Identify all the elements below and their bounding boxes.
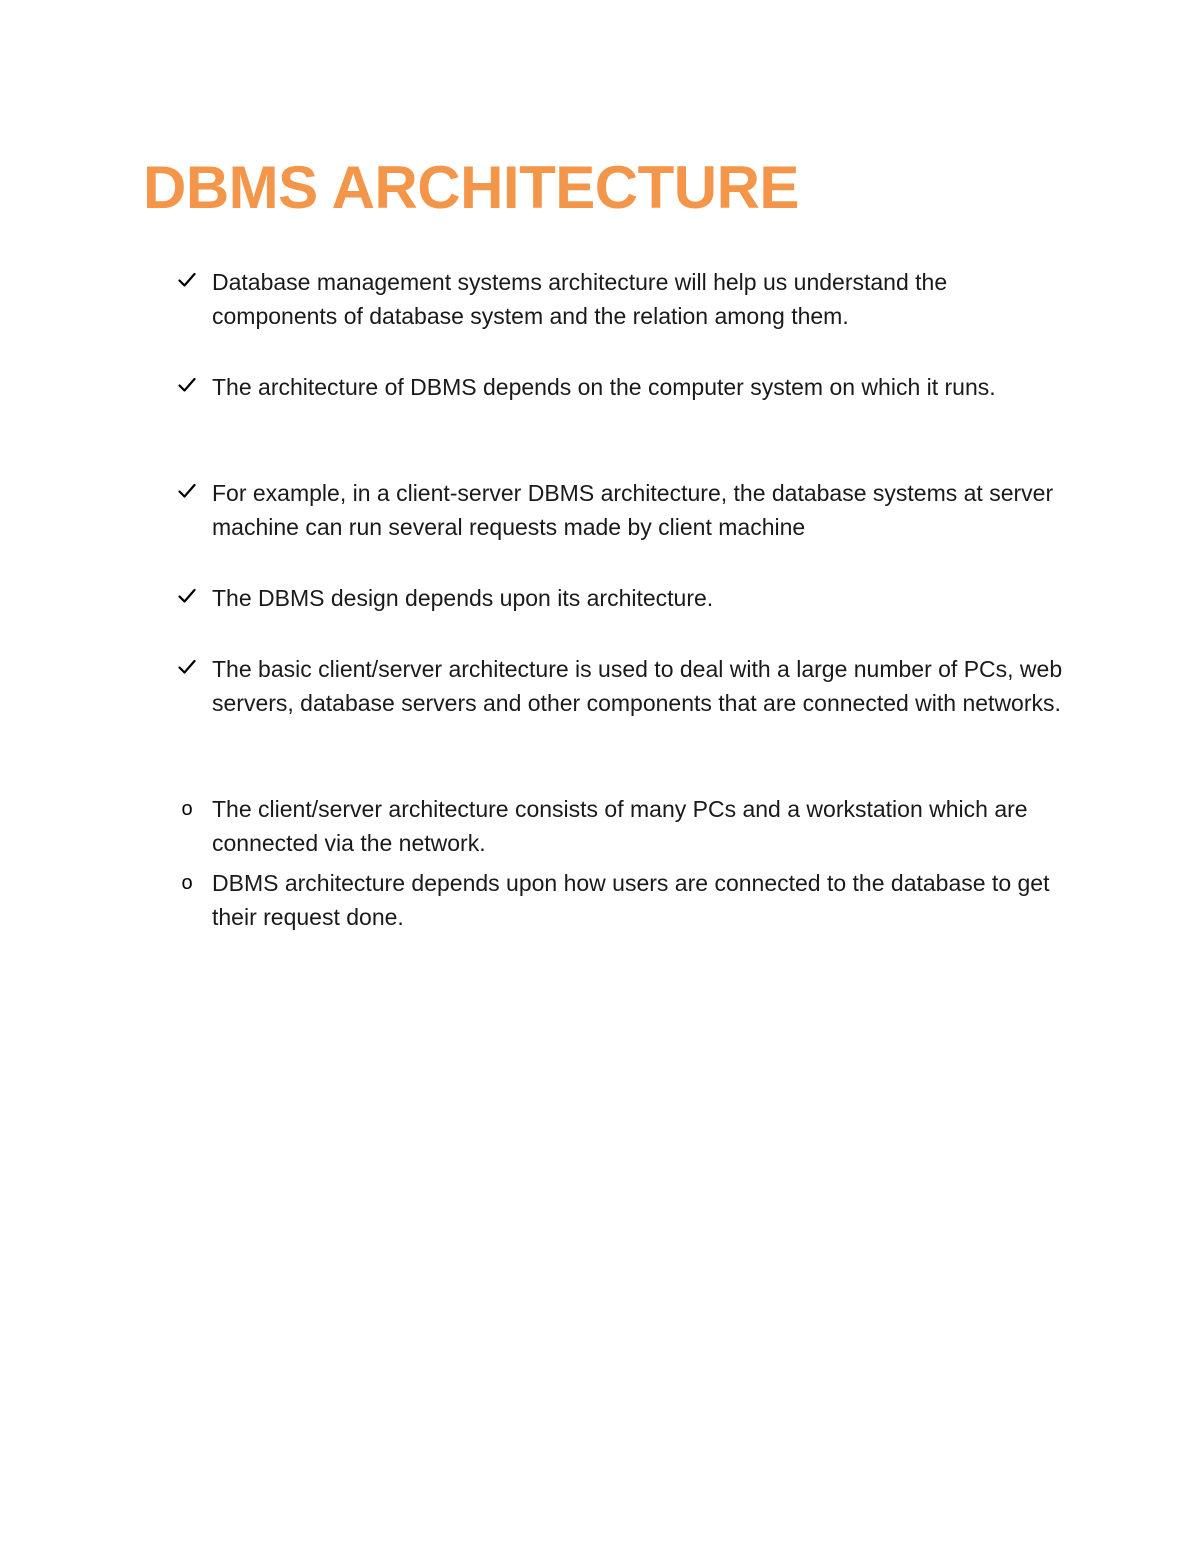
- bullet-text: The client/server architecture consists of many PCs and a workstation which are connected via the network.: [212, 796, 1028, 856]
- check-icon: [176, 652, 198, 686]
- bullet-item: [212, 581, 1072, 615]
- bullet-item: [212, 652, 1072, 720]
- bullet-text: The architecture of DBMS depends on the computer system on which it runs.: [212, 374, 996, 400]
- check-icon: [176, 476, 198, 510]
- check-icon: [176, 581, 198, 615]
- bullet-text: The DBMS design depends upon its architecture.: [212, 585, 714, 611]
- bullet-text: The basic client/server architecture is used to deal with a large number of PCs, web servers, database servers and other components that are connected with networks.: [212, 656, 1063, 716]
- bullet-text: Database management systems architecture will help us understand the components of database system and the relation among them.: [212, 269, 948, 329]
- circle-bullet-marker: o: [181, 872, 193, 894]
- bullet-text: DBMS architecture depends upon how users are connected to the database to get their request done.: [212, 870, 1050, 930]
- circle-bullet-marker: o: [181, 798, 193, 820]
- check-icon: [176, 265, 198, 299]
- bullet-item: [212, 476, 1072, 544]
- bullet-text: For example, in a client-server DBMS architecture, the database systems at server machine can run several requests made by client machine: [212, 480, 1054, 540]
- bullet-item: [212, 370, 1072, 404]
- page-title: DBMS ARCHITECTURE: [143, 154, 799, 221]
- sub-bullet-item: [181, 792, 1072, 860]
- sub-bullet-item: [181, 866, 1072, 934]
- check-icon: [176, 370, 198, 404]
- bullet-item: [212, 265, 1072, 333]
